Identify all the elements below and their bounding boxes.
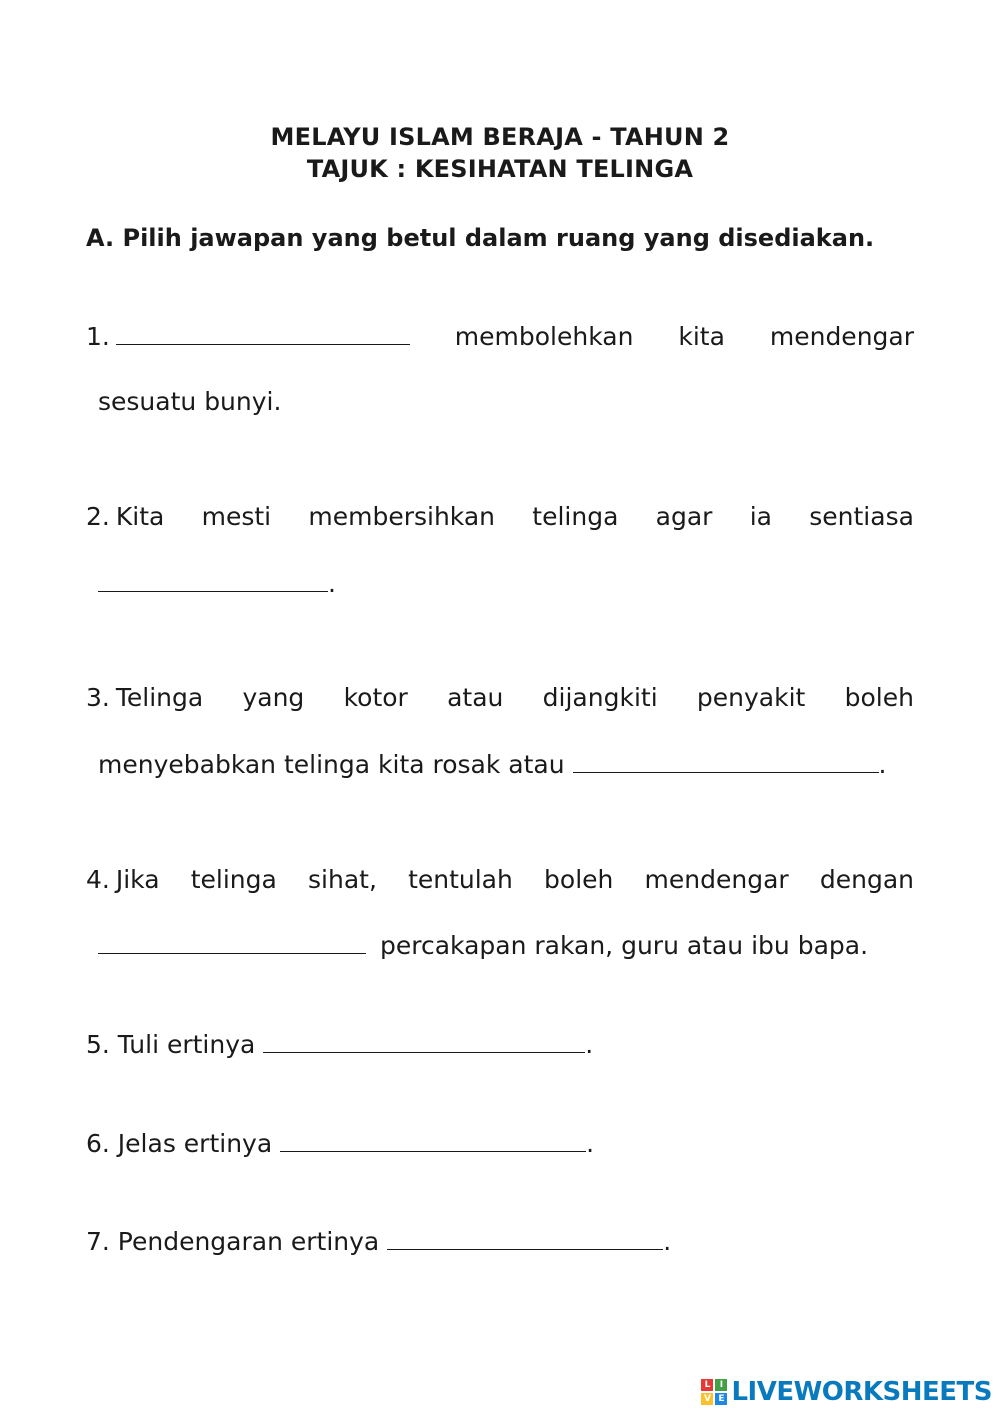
brand-name: LIVEWORKSHEETS xyxy=(731,1377,992,1407)
question-text: 6. Jelas ertinya xyxy=(86,1129,273,1158)
question-2-line-2 xyxy=(98,567,914,600)
logo-tile: E xyxy=(715,1393,727,1405)
question-5 xyxy=(86,1028,914,1061)
answer-blank-5[interactable] xyxy=(263,1028,585,1053)
word: sihat, xyxy=(308,865,377,894)
question-4-line-2 xyxy=(98,929,914,962)
word: kita xyxy=(678,322,725,351)
word: yang xyxy=(242,683,305,712)
word: penyakit xyxy=(696,683,806,712)
word: Kita xyxy=(115,502,165,531)
word: boleh xyxy=(844,683,914,712)
answer-blank-3[interactable] xyxy=(573,748,879,773)
word: telinga xyxy=(532,502,619,531)
logo-tile: L xyxy=(701,1379,713,1391)
answer-blank-4[interactable] xyxy=(98,929,366,954)
question-2-line-1 xyxy=(86,501,914,533)
question-6 xyxy=(86,1127,914,1160)
word: sentiasa xyxy=(809,502,914,531)
worksheet-subtitle: TAJUK : KESIHATAN TELINGA xyxy=(306,155,694,183)
answer-blank-1[interactable] xyxy=(116,320,410,345)
word: membersihkan xyxy=(308,502,496,531)
question-number: 3. xyxy=(86,683,110,712)
instruction-text: A. Pilih jawapan yang betul dalam ruang yang disediakan. xyxy=(86,224,875,252)
question-1-line-2: sesuatu bunyi. xyxy=(98,387,282,416)
period: . xyxy=(328,569,336,598)
answer-blank-7[interactable] xyxy=(387,1225,663,1250)
worksheet-title: MELAYU ISLAM BERAJA - TAHUN 2 xyxy=(270,123,730,151)
period: . xyxy=(586,1129,595,1158)
word: agar xyxy=(655,502,713,531)
liveworksheets-brand xyxy=(701,1377,992,1407)
logo-tile: I xyxy=(715,1379,727,1391)
word: membolehkan xyxy=(454,322,634,351)
word: ia xyxy=(749,502,772,531)
period: . xyxy=(585,1030,594,1059)
word: mesti xyxy=(201,502,272,531)
answer-blank-2[interactable] xyxy=(98,567,328,592)
liveworksheets-logo-icon xyxy=(701,1379,727,1405)
question-number: 1. xyxy=(86,322,110,351)
question-text: 7. Pendengaran ertinya xyxy=(86,1227,380,1256)
question-4-line-1 xyxy=(86,864,914,896)
period: . xyxy=(878,750,887,779)
word: kotor xyxy=(343,683,408,712)
question-3-line-1 xyxy=(86,682,914,714)
word: atau xyxy=(447,683,504,712)
word: dengan xyxy=(819,865,914,894)
word: mendengar xyxy=(644,865,789,894)
word: boleh xyxy=(544,865,614,894)
question-number: 2. xyxy=(86,502,110,531)
word: Jika xyxy=(115,865,160,894)
period: . xyxy=(663,1227,672,1256)
question-3-line-2 xyxy=(98,748,914,781)
word: tentulah xyxy=(408,865,513,894)
word: dijangkiti xyxy=(542,683,658,712)
question-text: menyebabkan telinga kita rosak atau xyxy=(98,750,565,779)
answer-blank-6[interactable] xyxy=(280,1127,586,1152)
word: mendengar xyxy=(769,322,914,351)
question-number: 4. xyxy=(86,865,110,894)
question-1-line-1 xyxy=(86,320,914,353)
question-7 xyxy=(86,1225,914,1258)
question-text: 5. Tuli ertinya xyxy=(86,1030,256,1059)
question-text: percakapan rakan, guru atau ibu bapa. xyxy=(380,931,869,960)
logo-tile: V xyxy=(701,1393,713,1405)
word: telinga xyxy=(190,865,277,894)
word: Telinga xyxy=(115,683,204,712)
